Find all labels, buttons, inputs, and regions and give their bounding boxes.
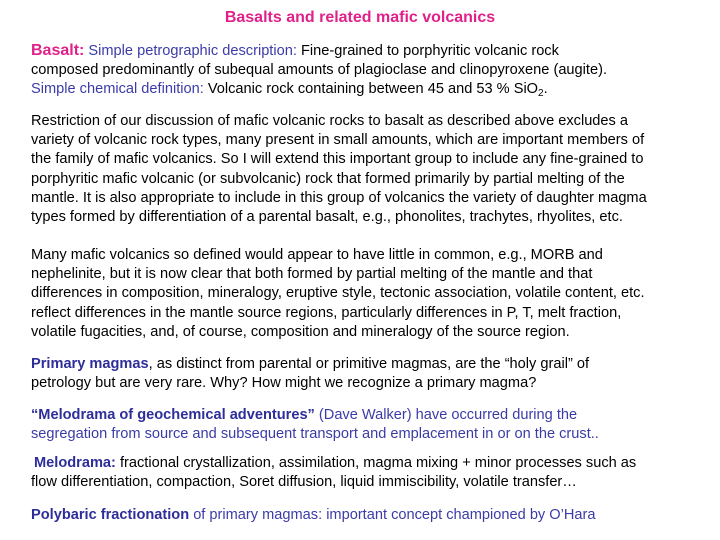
para1-line: porphyritic mafic volcanic (or subvolcanic) rock that formed primarily by partial melting of the [31, 170, 625, 187]
melodrama-processes [31, 454, 637, 492]
page-title: Basalts and related mafic volcanics [224, 9, 496, 26]
basalt-line-3 [31, 80, 607, 99]
paragraph-restriction [31, 112, 647, 227]
quote-term: “Melodrama of geochemical adventures” [31, 407, 315, 423]
para2-line: reflect differences in the mantle source regions, particularly differences in P, T, melt fraction, [31, 304, 622, 321]
para2-line: differences in composition, mineralogy, eruptive style, tectonic association, volatile content, etc. [31, 285, 645, 302]
polybaric-text: of primary magmas: important concept championed by O’Hara [189, 507, 596, 523]
para2-line: nephelinite, but it is now clear that both formed by partial melting of the mantle and that [31, 266, 593, 283]
chemical-end: . [543, 81, 548, 97]
chemical-subscript: 2 [538, 88, 544, 99]
quote-line-1 [31, 406, 599, 425]
para1-line: mantle. It is also appropriate to include in this group of volcanics the variety of daughter magma [31, 189, 647, 206]
chemical-text: Volcanic rock containing between 45 and 53 % SiO [207, 81, 539, 97]
melodrama-text-2: flow differentiation, compaction, Soret diffusion, liquid immiscibility, volatile transfer… [31, 474, 577, 490]
para1-line: Restriction of our discussion of mafic volcanic rocks to basalt as described above excludes a [31, 113, 629, 129]
basalt-definition [31, 41, 607, 99]
melodrama-line-1 [34, 454, 636, 473]
basalt-line-2: composed predominantly of subequal amounts of plagioclase and clinopyroxene (augite). [31, 62, 607, 78]
melodrama-quote [31, 406, 599, 444]
primary-magmas [31, 355, 589, 393]
quote-text-2: segregation from source and subsequent transport and emplacement in or on the crust.. [31, 426, 599, 442]
petrographic-text: Fine-grained to porphyritic volcanic rock [300, 43, 559, 59]
basalt-line-1 [31, 41, 607, 61]
para1-line: types formed by differentiation of a parental basalt, e.g., phonolites, trachytes, rhyolites, etc. [31, 209, 623, 226]
basalt-term: Basalt: [31, 42, 85, 59]
primary-term: Primary magmas [31, 356, 149, 372]
primary-text-1: , as distinct from parental or primitive magmas, are the “holy grail” of [148, 356, 590, 372]
chemical-label: Simple chemical definition: [31, 81, 204, 97]
para2-line: Many mafic volcanics so defined would appear to have little in common, e.g., MORB and [31, 247, 603, 263]
primary-text-2: petrology but are very rare. Why? How might we recognize a primary magma? [31, 375, 537, 391]
para2-line: volatile fugacities, and, of course, composition and mineralogy of the source region. [31, 323, 570, 340]
quote-author: (Dave Walker) have occurred during the [314, 407, 578, 423]
melodrama-term: Melodrama: [34, 455, 116, 471]
polybaric-fractionation [31, 506, 596, 525]
primary-line-1 [31, 355, 589, 374]
para1-line: variety of volcanic rock types, many present in small amounts, which are important members of [31, 132, 645, 149]
petrographic-label: Simple petrographic description: [88, 43, 297, 59]
paragraph-mafic-volcanics [31, 246, 645, 342]
melodrama-text-1: fractional crystallization, assimilation, magma mixing + minor processes such as [115, 455, 637, 471]
para1-line: the family of mafic volcanics. So I will extend this important group to include any fine-grained to [31, 151, 644, 168]
polybaric-term: Polybaric fractionation [31, 507, 190, 523]
